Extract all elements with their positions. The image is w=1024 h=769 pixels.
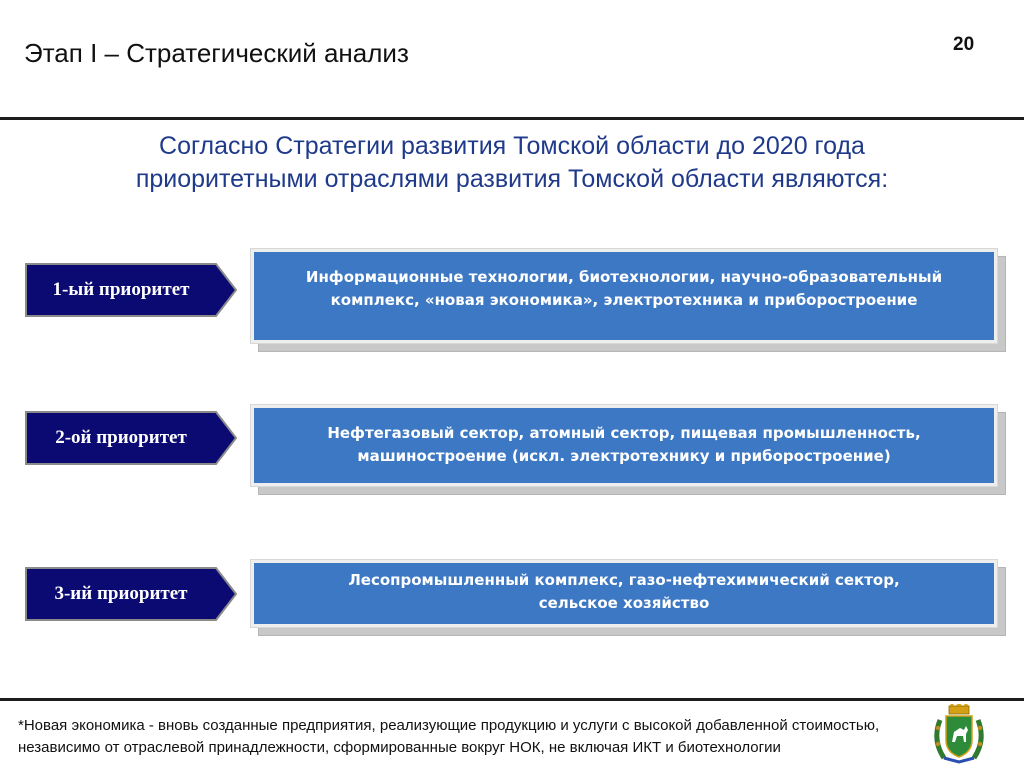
- footer-divider: [0, 698, 1024, 701]
- priority-2-box: [250, 404, 998, 487]
- subtitle-line-2: приоритетными отраслями развития Томской области являются:: [135, 165, 889, 193]
- subtitle-line-1: Согласно Стратегии развития Томской области до 2020 года: [159, 132, 865, 160]
- priority-2-description-line-2: машиностроение (искл. электротехнику и приборостроение): [357, 447, 891, 465]
- priority-2-label-text: 2-ой приоритет: [55, 427, 187, 448]
- footnote: *Новая экономика - вновь созданные предприятия, реализующие продукцию и услуги с высокой добавленной стоимостью, независимо от отраслевой принадлежности, сформированные вокруг НОК, не включая ИКТ и биотехнологии: [18, 717, 880, 756]
- priority-3-description-line-1: Лесопромышленный комплекс, газо-нефтехимический сектор,: [348, 571, 900, 589]
- priority-1-label-text: 1-ый приоритет: [52, 279, 190, 300]
- priority-1-box: [250, 248, 998, 344]
- priority-3-description-line-2: сельское хозяйство: [538, 594, 710, 612]
- priority-1-description-line-1: Информационные технологии, биотехнологии, научно-образовательный: [305, 268, 943, 286]
- priority-3-label: [24, 566, 239, 622]
- slide-title: Этап I – Стратегический анализ: [24, 38, 409, 68]
- page-number: 20: [953, 34, 975, 55]
- priority-1-description: [254, 266, 994, 312]
- priority-2-description: [254, 422, 994, 468]
- priority-1-description-line-2: комплекс, «новая экономика», электротехника и приборостроение: [330, 291, 918, 309]
- header-divider: [0, 117, 1024, 120]
- priority-1-label: [24, 262, 239, 318]
- slide-subtitle: [40, 130, 984, 196]
- tomsk-region-coat-of-arms-icon: [930, 704, 988, 769]
- priority-2-description-line-1: Нефтегазовый сектор, атомный сектор, пищевая промышленность,: [327, 424, 921, 442]
- priority-2-label: [24, 410, 239, 466]
- priority-3-description: [254, 569, 994, 615]
- priority-3-label-text: 3-ий приоритет: [54, 583, 188, 604]
- priority-3-box: [250, 559, 998, 628]
